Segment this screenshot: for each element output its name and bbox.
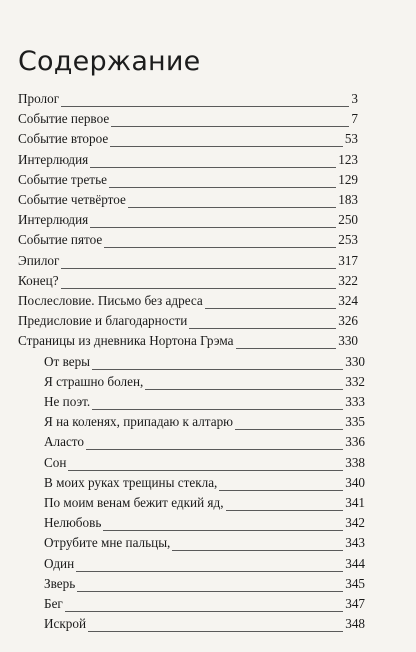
toc-leader-line (88, 618, 343, 632)
toc-entry (18, 170, 358, 190)
toc-entry (18, 271, 358, 291)
toc-entry-title: Событие первое (18, 111, 110, 127)
toc-entry-page-number: 326 (338, 313, 358, 329)
toc-entry (44, 493, 365, 513)
toc-entry-title: Бег (44, 596, 63, 611)
toc-leader-line (92, 396, 343, 410)
toc-leader-line (109, 174, 336, 188)
toc-entry-page-number: 253 (338, 232, 358, 248)
toc-leader-line (90, 214, 336, 228)
toc-entry-page-number: 3 (351, 91, 358, 106)
toc-entry-title: В моих руках трещины стекла, (44, 474, 218, 490)
toc-leader-line (104, 234, 336, 248)
toc-entry (18, 190, 358, 210)
toc-entry-page-number: 332 (345, 373, 365, 389)
toc-entry (18, 150, 358, 170)
toc-leader-line (86, 436, 343, 450)
toc-entry-title: По моим венам бежит едкий яд, (44, 495, 224, 510)
toc-entry-title: Я страшно болен, (44, 373, 144, 389)
toc-entry (18, 129, 358, 149)
toc-entry-title: Предисловие и благодарности (18, 313, 188, 329)
toc-leader-line (205, 295, 336, 309)
toc-leader-line (68, 457, 343, 471)
toc-entry (44, 574, 365, 594)
toc-entry (18, 230, 358, 250)
toc-entry-title: Событие пятое (18, 232, 103, 248)
toc-leader-line (235, 416, 343, 430)
toc-leader-line (65, 598, 343, 612)
toc-entry-page-number: 345 (345, 575, 365, 591)
toc-entry (18, 251, 358, 271)
toc-entry-title: Я на коленях, припадаю к алтарю (44, 414, 234, 430)
toc-entry-page-number: 183 (338, 192, 358, 207)
toc-entry-page-number: 338 (345, 454, 365, 470)
toc-entry-title: Событие четвёртое (18, 192, 126, 207)
toc-entry-title: Событие третье (18, 171, 107, 187)
toc-entry-title: Интерлюдия (18, 151, 89, 167)
toc-entry-page-number: 53 (344, 131, 358, 147)
toc-leader-line (61, 255, 336, 269)
toc-entry-page-number: 336 (345, 434, 365, 450)
toc-entry-title: Послесловие. Письмо без адреса (18, 293, 203, 308)
toc-entry-page-number: 123 (338, 151, 358, 167)
toc-entry (18, 291, 358, 311)
toc-entry-page-number: 333 (345, 394, 365, 409)
toc-entry (44, 594, 365, 614)
toc-entry (44, 554, 365, 574)
toc-leader-line (90, 154, 336, 168)
toc-leader-line (110, 133, 343, 147)
toc-leader-line (128, 194, 336, 208)
toc-entry (18, 311, 358, 331)
toc-entry-page-number: 129 (338, 171, 358, 187)
toc-leader-line (189, 315, 336, 329)
toc-entry-title: Сон (44, 454, 67, 470)
toc-entry (44, 412, 365, 432)
toc-entry (44, 453, 365, 473)
toc-leader-line (219, 477, 343, 491)
toc-entry-page-number: 250 (338, 212, 358, 228)
toc-entry (44, 372, 365, 392)
page-title: Содержание (18, 46, 201, 77)
toc-entry-title: Искрой (44, 616, 87, 632)
toc-leader-line (77, 578, 343, 592)
toc-entry-page-number: 330 (345, 353, 365, 369)
toc-entry-page-number: 347 (345, 596, 365, 611)
toc-entry-title: Аласто (44, 434, 84, 450)
toc-entry-title: Пролог (18, 91, 60, 106)
toc-entry-title: Один (44, 555, 75, 571)
toc-entry-title: Эпилог (18, 252, 60, 268)
toc-entry-page-number: 324 (338, 293, 358, 308)
toc-entry-title: Отрубите мне пальцы, (44, 535, 171, 551)
toc-entry-title: Интерлюдия (18, 212, 89, 228)
toc-leader-line (226, 497, 344, 511)
toc-entry-title: Событие второе (18, 131, 109, 147)
toc-entry-title: Не поэт. (44, 394, 91, 409)
toc-entry-page-number: 342 (345, 515, 365, 531)
toc-entry-title: Зверь (44, 575, 76, 591)
toc-entry-page-number: 341 (345, 495, 365, 510)
toc-leader-line (61, 275, 337, 289)
toc-entry-page-number: 322 (338, 272, 358, 288)
toc-leader-line (103, 517, 343, 531)
toc-entry-page-number: 7 (351, 111, 358, 127)
toc-entry-page-number: 344 (345, 555, 365, 571)
toc-entry-page-number: 348 (345, 616, 365, 632)
toc-entry (44, 533, 365, 553)
toc-entry-page-number: 343 (345, 535, 365, 551)
toc-entry (44, 614, 365, 634)
toc-leader-line (61, 93, 349, 107)
toc-leader-line (236, 335, 337, 349)
toc-entry (44, 432, 365, 452)
toc-leader-line (92, 356, 343, 370)
toc-leader-line (76, 558, 343, 572)
toc-entry-title: От веры (44, 353, 91, 369)
toc-entry-title: Конец? (18, 272, 59, 288)
toc-entry-title: Нелюбовь (44, 515, 102, 531)
toc-leader-line (145, 376, 343, 390)
toc-entry (44, 513, 365, 533)
toc-entry (44, 392, 365, 412)
toc-entry-title: Страницы из дневника Нортона Грэма (18, 333, 234, 349)
toc-entry (18, 331, 358, 351)
toc-entry (18, 210, 358, 230)
toc-entry-page-number: 330 (338, 333, 358, 349)
toc-leader-line (172, 537, 343, 551)
toc-entry-page-number: 335 (345, 414, 365, 430)
toc-entry (44, 473, 365, 493)
toc-entry (44, 352, 365, 372)
toc-entry (18, 109, 358, 129)
toc-entry-page-number: 317 (338, 252, 358, 268)
toc-entry (18, 89, 358, 109)
toc-entry-page-number: 340 (345, 474, 365, 490)
toc-leader-line (111, 113, 349, 127)
